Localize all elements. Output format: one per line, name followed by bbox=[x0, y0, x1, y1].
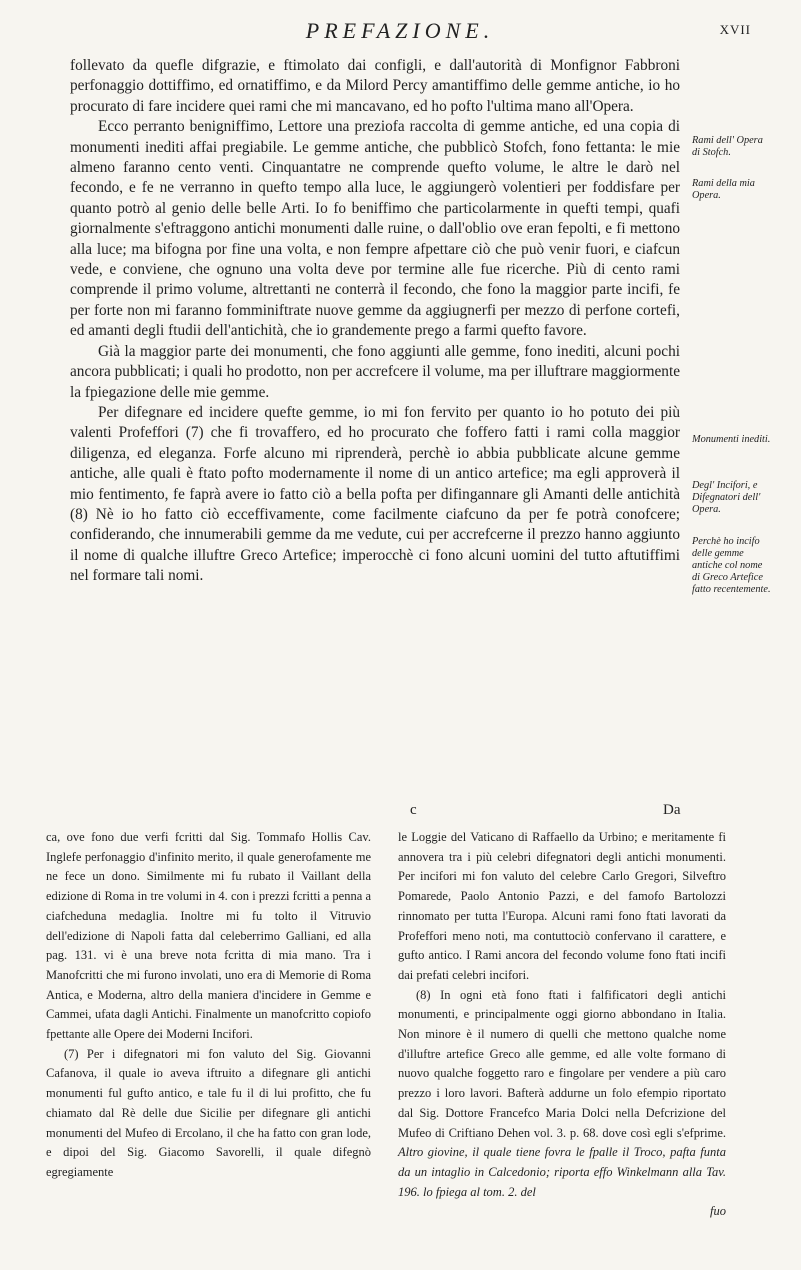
margin-note-rami-stofch: Rami dell' Opera di Stofch. bbox=[692, 135, 763, 158]
footnote-7-continued: le Loggie del Vaticano di Raffaello da Urbino; e meritamente fi annovera tra i più celebri difegnatori degli antichi monumenti. Per incifori mi fon valuto del celebre Carlo Gregori, Silveftro Pomarede, Paolo Antonio Pazzi, e del famofo Bartolozzi rinnomato per tutta l'Europa. Alcuni rami fono ftati lavorati da Profeffori meno noti, ma contuttociò confervano il carattere, e gufto antico. I Rami ancora del fecondo volume fono ftati incifi dai prefati celebri incifori. bbox=[398, 830, 726, 982]
footnote-catchword: fuo bbox=[710, 1204, 726, 1219]
footnotes-left-column bbox=[46, 828, 371, 1183]
page-number: XVII bbox=[719, 22, 751, 37]
running-header bbox=[0, 18, 801, 44]
footnotes-right-column bbox=[398, 828, 726, 1222]
margin-note-greco-artefice: Perchè ho incifo delle gemme antiche col nome di Greco Artefice fatto recentemente. bbox=[692, 536, 771, 595]
footnote-8-quote: Altro giovine, il quale tiene fovra le fpalle il Troco, pafta funta da un intaglio in Calcedonio; riporta effo Winkelmann alla Tav. 196. lo fpiega al tom. 2. del bbox=[398, 1145, 726, 1199]
main-text bbox=[70, 56, 680, 587]
footnote-6-continued: ca, ove fono due verfi fcritti dal Sig. Tommafo Hollis Cav. Inglefe perfonaggio d'infinito merito, il quale generofamente me ne fece un dono. Similmente mi fu rubato il Vaillant della edizione di Roma in tre volumi in 4. con i prezzi fcritti a penna a ciafcheduna medaglia. Inoltre mi fu tolto il Vitruvio dell'edizione di Napoli fatta dal celeberrimo Galliani, ed alla pag. 131. vi è una breve nota fcritta di mia mano. Tra i Manofcritti che mi furono involati, uno era di Memorie di Roma Antica, e Moderna, altro della maniera d'incidere in Gemme e Cammei, ufata dagli Antichi. Finalmente un manofcritto copiofo fpettante alle Opere dei Moderni Incifori. bbox=[46, 830, 371, 1042]
footnote-8-text: (8) In ogni età fono ftati i falfificatori degli antichi monumenti, e principalmente oggi giorno abbondano in Italia. Non minore è il numero di quelli che mettono qualche nome d'illuftre artefice Greco alle gemme, ed alle volte formano di nuovo qualche foggetto raro e fingolare per vendere a più caro prezzo i loro lavori. Bafterà addurne un folo efempio riportato dal Sig. Dottore Francefco Maria Dolci nella Defcrizione del Mufeo di Criftiano Dehen vol. 3. p. 68. dove così egli s'efprime. bbox=[398, 987, 726, 1140]
paragraph-3: Già la maggior parte dei monumenti, che fono aggiunti alle gemme, fono inediti, alcuni pochi ancora pubblicati; i quali ho prodotto, non per accrefcere il volume, ma per illuftrare maggiormente la fpiegazione delle mie gemme. bbox=[70, 342, 680, 401]
margin-note-rami-mia-opera: Rami della mia Opera. bbox=[692, 178, 755, 201]
paragraph-1: follevato da quefle difgrazie, e ftimolato dai configli, e dall'autorità di Monfignor Fabbroni perfonaggio dottiffimo, ed ornatiffimo, e da Milord Percy amantiffimo delle gemme antiche, io ho procurato di fare incidere quei rami che mi mancavano, ed ho pofto l'ultima mano all'Opera. bbox=[70, 57, 680, 115]
footnote-7: (7) Per i difegnatori mi fon valuto del Sig. Giovanni Cafanova, il quale io aveva iftruito a difegnare gli antichi monumenti ful gufto antico, e tale fu il di lui profitto, che fu chiamato dal Rè delle due Sicilie per difegnare gli antichi monumenti del Mufeo di Ercolano, il che ha fatto con gran lode, e dipoi del Sig. Giacomo Savorelli, il quale difegnò egregiamente bbox=[46, 1046, 371, 1179]
catchword: Da bbox=[663, 802, 681, 818]
margin-note-incifori: Degl' Incifori, e Difegnatori dell' Opera. bbox=[692, 480, 761, 515]
margin-note-monumenti-inediti: Monumenti inediti. bbox=[692, 434, 771, 445]
signature-line bbox=[0, 802, 801, 824]
page-title: PREFAZIONE. bbox=[305, 18, 495, 43]
paragraph-4: Per difegnare ed incidere quefte gemme, io mi fon fervito per quanto io ho potuto dei più valenti Profeffori (7) che fi trovaffero, ed ho procurato che foffero fatti i rami colla maggior diligenza, ed eleganza. Forfe alcuno mi riprenderà, perchè io abbia pubblicate alcune gemme antiche, alle quali è ftato pofto modernamente il nome di un antico artefice; ma egli approverà il mio fentimento, fe faprà avere io fatto ciò a bella pofta per difingannare gli Amanti delle antichità (8) Nè io ho fatto ciò ecceffivamente, come facilmente ciafcuno da per fe potrà conofcere; confiderando, che innumerabili gemme da me vedute, cui per accrefcerne il prezzo hanno aggiunto il nome di qualche illuftre Greco Artefice; imperocchè ci fono alcuni uomini del tutto aftutiffimi nel formare tali nomi. bbox=[70, 403, 680, 585]
signature-mark: c bbox=[410, 802, 417, 818]
paragraph-2: Ecco perranto benigniffimo, Lettore una preziofa raccolta di gemme antiche, ed una copia di monumenti inediti affai pregiabile. Le gemme antiche, che pubblicò Stofch, fono fettanta: le mie almeno faranno cento venti. Cinquantatre ne comprende quefto volume, le altre le darò nel fecondo, e fe ne verranno in quefto tempo alla luce, le aggiungerò volentieri per foddisfare per quanto potrò al genio delle belle Arti. Io fo beniffimo che particolarmente in quefti tempi, quafi giornalmente s'eftraggono antichi monumenti dalle ruine, o dall'oblio ove eran fepolti, e fi mettono alla luce; ma bifogna por fine una volta, e non fempre afpettare ciò che può venir fuori, e ciafcun vede, e conviene, che ognuno una volta deve por termine alle fue ricerche. Più di cento rami comprende il primo volume, altrettanti ne conterrà il fecondo, che fono la maggior parte incifi, fe per forte non mi faranno fomminiftrate nuove gemme da aggiugnerfi per mezzo di perfone cortefi, ed amanti degli ftudii dell'antichità, che io grandemente prego a farmi quefto favore. bbox=[70, 118, 680, 340]
footnote-8 bbox=[398, 986, 726, 1203]
